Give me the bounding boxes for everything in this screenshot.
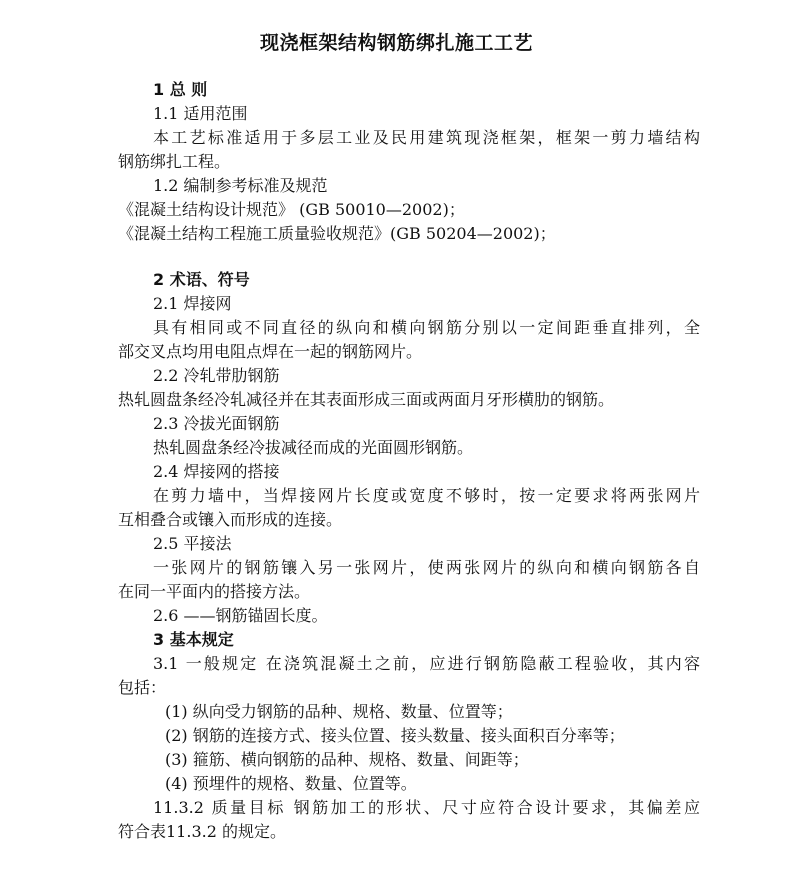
section-3-heading: 3 基本规定 bbox=[153, 630, 234, 649]
reference-1: 《混凝土结构设计规范》 (GB 50010—2002)； bbox=[118, 200, 465, 219]
term-2-3-heading: 2.3 冷拔光面钢筋 bbox=[153, 414, 280, 433]
list-item: (2) 钢筋的连接方式、接头位置、接头数量、接头面积百分率等； bbox=[165, 726, 625, 745]
term-2-5-heading: 2.5 平接法 bbox=[153, 534, 232, 553]
paragraph-1-1-line-2: 钢筋绑扎工程。 bbox=[118, 152, 231, 171]
section-1-heading: 1 总 则 bbox=[153, 80, 208, 99]
term-2-3-text: 热轧圆盘条经冷拔减径而成的光面圆形钢筋。 bbox=[153, 438, 474, 457]
term-2-6-text: 2.6 ——钢筋锚固长度。 bbox=[153, 606, 328, 625]
term-2-4-line-2: 互相叠合或镶入而形成的连接。 bbox=[118, 510, 343, 529]
subsection-1-2-heading: 1.2 编制参考标准及规范 bbox=[153, 176, 328, 195]
term-2-1-line-2: 部交叉点均用电阻点焊在一起的钢筋网片。 bbox=[118, 342, 423, 361]
term-2-1-heading: 2.1 焊接网 bbox=[153, 294, 232, 313]
term-2-4-heading: 2.4 焊接网的搭接 bbox=[153, 462, 280, 481]
paragraph-3-1-line-2: 包括： bbox=[118, 678, 167, 697]
paragraph-11-3-2-line-1: 11.3.2 质量目标 钢筋加工的形状、尺寸应符合设计要求，其偏差应 bbox=[153, 798, 700, 817]
term-2-5-line-1: 一张网片的钢筋镶入另一张网片，使两张网片的纵向和横向钢筋各自 bbox=[153, 558, 700, 577]
list-item: (1) 纵向受力钢筋的品种、规格、数量、位置等； bbox=[165, 702, 513, 721]
term-2-1-line-1: 具有相同或不同直径的纵向和横向钢筋分别以一定间距垂直排列，全 bbox=[153, 318, 700, 337]
term-2-2-heading: 2.2 冷轧带肋钢筋 bbox=[153, 366, 280, 385]
term-2-2-text: 热轧圆盘条经冷轧减径并在其表面形成三面或两面月牙形横肋的钢筋。 bbox=[118, 390, 615, 409]
list-item: (3) 箍筋、横向钢筋的品种、规格、数量、间距等； bbox=[165, 750, 529, 769]
term-2-5-line-2: 在同一平面内的搭接方法。 bbox=[118, 582, 311, 601]
document-title: 现浇框架结构钢筋绑扎施工工艺 bbox=[259, 32, 533, 54]
term-2-4-line-1: 在剪力墙中，当焊接网片长度或宽度不够时，按一定要求将两张网片 bbox=[153, 486, 700, 505]
reference-2: 《混凝土结构工程施工质量验收规范》(GB 50204—2002)； bbox=[118, 224, 556, 243]
paragraph-11-3-2-line-2: 符合表11.3.2 的规定。 bbox=[118, 822, 286, 841]
paragraph-1-1-line-1: 本工艺标准适用于多层工业及民用建筑现浇框架，框架一剪力墙结构 bbox=[153, 128, 700, 147]
paragraph-3-1-line-1: 3.1 一般规定 在浇筑混凝土之前，应进行钢筋隐蔽工程验收，其内容 bbox=[153, 654, 700, 673]
list-item: (4) 预埋件的规格、数量、位置等。 bbox=[165, 774, 417, 793]
subsection-1-1-heading: 1.1 适用范围 bbox=[153, 104, 248, 123]
section-2-heading: 2 术语、符号 bbox=[153, 270, 250, 289]
